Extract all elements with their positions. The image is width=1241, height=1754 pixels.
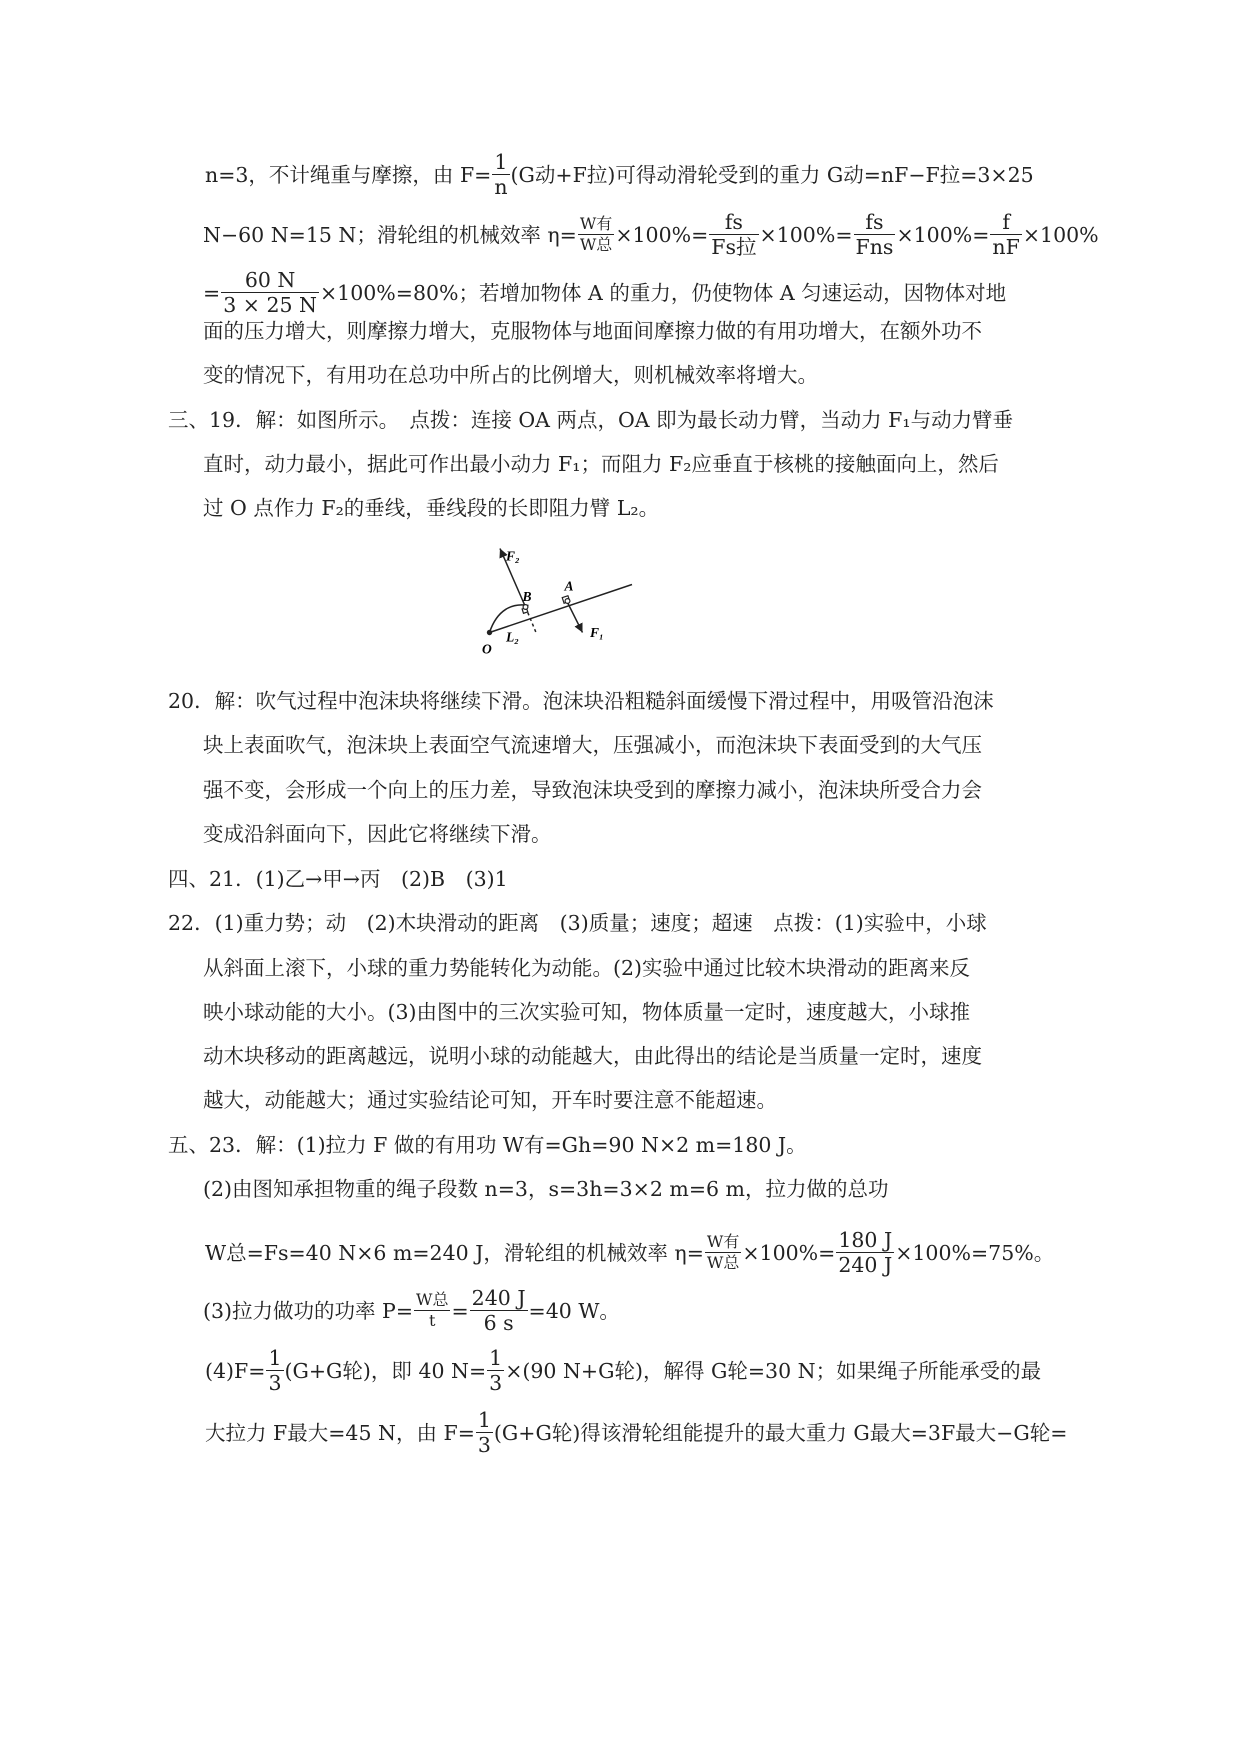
fraction bbox=[221, 268, 319, 317]
label-f1: F₁ bbox=[590, 625, 604, 640]
label-f2: F₂ bbox=[506, 548, 520, 564]
fraction-numerator: 180 J bbox=[838, 1228, 893, 1252]
q23-line-3 bbox=[205, 1230, 1054, 1279]
text: ×100%= bbox=[759, 223, 853, 247]
fraction-denominator: t bbox=[429, 1311, 436, 1330]
q20-line-3: 强不变，会形成一个向上的压力差，导致泡沫块受到的摩擦力减小，泡沫块所受合力会 bbox=[203, 778, 982, 802]
text: (G动+F拉)可得动滑轮受到的重力 G动=nF−F拉=3×25 bbox=[510, 163, 1034, 187]
fraction-denominator: 3 bbox=[489, 1371, 503, 1395]
fraction-numerator: W总 bbox=[416, 1290, 449, 1309]
fraction-denominator: W总 bbox=[706, 1253, 740, 1272]
fraction-denominator: W总 bbox=[579, 235, 613, 254]
lever-line bbox=[490, 585, 633, 633]
fraction bbox=[266, 1346, 283, 1395]
q23-line-2: (2)由图知承担物重的绳子段数 n=3，s=3h=3×2 m=6 m，拉力做的总功 bbox=[203, 1177, 889, 1201]
text: =40 W。 bbox=[528, 1299, 620, 1323]
text: (3)拉力做功的功率 P= bbox=[203, 1299, 414, 1323]
fraction bbox=[990, 210, 1021, 259]
text: ×100% bbox=[1022, 223, 1099, 247]
label-b: B bbox=[522, 589, 532, 604]
p18-line-5: 变的情况下，有用功在总功中所占的比例增大，则机械效率将增大。 bbox=[203, 363, 818, 387]
fraction bbox=[578, 214, 614, 255]
q19-line-3: 过 O 点作力 F₂的垂线，垂线段的长即阻力臂 L₂。 bbox=[203, 496, 660, 520]
q20-line-1: 20．解：吹气过程中泡沫块将继续下滑。泡沫块沿粗糙斜面缓慢下滑过程中，用吸管沿泡沫 bbox=[168, 689, 994, 713]
fraction-numerator: 1 bbox=[268, 1346, 282, 1370]
fraction-numerator: W有 bbox=[579, 214, 613, 233]
text: = bbox=[451, 1299, 469, 1323]
q22-line-3: 映小球动能的大小。(3)由图中的三次实验可知，物体质量一定时，速度越大，小球推 bbox=[203, 1000, 971, 1024]
fraction-numerator: f bbox=[990, 210, 1021, 235]
text: ×100%=75%。 bbox=[895, 1241, 1055, 1265]
label-a: A bbox=[564, 578, 574, 594]
fraction bbox=[854, 210, 896, 259]
fraction bbox=[470, 1286, 528, 1335]
label-o: O bbox=[482, 641, 492, 657]
fraction-denominator: n bbox=[494, 175, 508, 199]
fraction-denominator: 3 bbox=[268, 1371, 282, 1395]
q22-line-2: 从斜面上滚下，小球的重力势能转化为动能。(2)实验中通过比较木块滑动的距离来反 bbox=[203, 956, 971, 980]
text: 大拉力 F最大=45 N，由 F= bbox=[205, 1421, 475, 1445]
text: N−60 N=15 N；滑轮组的机械效率 η= bbox=[203, 223, 577, 247]
q23-line-4 bbox=[203, 1288, 620, 1337]
fraction-denominator: 3 × 25 N bbox=[223, 293, 317, 317]
fraction-numerator: 240 J bbox=[471, 1286, 526, 1310]
text: (4)F= bbox=[205, 1359, 266, 1383]
fraction-numerator: 1 bbox=[489, 1346, 503, 1370]
q23-line-6 bbox=[205, 1410, 1067, 1459]
fraction-denominator: nF bbox=[992, 235, 1020, 259]
lever-diagram bbox=[470, 540, 650, 665]
q22-line-5: 越大，动能越大；通过实验结论可知，开车时要注意不能超速。 bbox=[203, 1088, 777, 1112]
q20-line-2: 块上表面吹气，泡沫块上表面空气流速增大，压强减小，而泡沫块下表面受到的大气压 bbox=[203, 733, 982, 757]
point-a bbox=[565, 599, 570, 604]
fraction-numerator: 60 N bbox=[221, 268, 319, 293]
fraction-denominator: 6 s bbox=[483, 1311, 514, 1335]
q23-line-1: 五、23．解：(1)拉力 F 做的有用功 W有=Gh=90 N×2 m=180 J。 bbox=[168, 1133, 807, 1157]
fraction-numerator: fs bbox=[709, 210, 758, 235]
fraction bbox=[709, 210, 758, 259]
text: (G+G轮)得该滑轮组能提升的最大重力 G最大=3F最大−G轮= bbox=[493, 1421, 1068, 1445]
point-b bbox=[523, 605, 528, 610]
fraction bbox=[487, 1346, 504, 1395]
text: ×100%= bbox=[742, 1241, 836, 1265]
q23-line-5 bbox=[205, 1348, 1041, 1397]
p18-line-1 bbox=[205, 152, 1034, 201]
text: ×100%= bbox=[896, 223, 990, 247]
p18-line-4: 面的压力增大，则摩擦力增大，克服物体与地面间摩擦力做的有用功增大，在额外功不 bbox=[203, 319, 982, 343]
q22-line-1: 22．(1)重力势；动 (2)木块滑动的距离 (3)质量；速度；超速 点拨：(1)实验中，小球 bbox=[168, 911, 987, 935]
point-o bbox=[487, 630, 492, 635]
fraction-numerator: W有 bbox=[706, 1232, 740, 1251]
text: ×(90 N+G轮)，解得 G轮=30 N；如果绳子所能承受的最 bbox=[505, 1359, 1042, 1383]
fraction bbox=[705, 1232, 741, 1273]
text: W总=Fs=40 N×6 m=240 J，滑轮组的机械效率 η= bbox=[205, 1241, 704, 1265]
text: (G+G轮)，即 40 N= bbox=[284, 1359, 487, 1383]
fraction-numerator: 1 bbox=[477, 1408, 491, 1432]
force-f1-arrow bbox=[568, 603, 583, 633]
p18-line-3 bbox=[203, 270, 1006, 319]
fraction-denominator: Fns bbox=[855, 235, 894, 259]
text: ×100%=80%；若增加物体 A 的重力，仍使物体 A 匀速运动，因物体对地 bbox=[319, 281, 1007, 305]
q19-line-1: 三、19．解：如图所示。 点拨：连接 OA 两点，OA 即为最长动力臂，当动力 F₁与动力臂垂 bbox=[168, 408, 1014, 432]
q20-line-4: 变成沿斜面向下，因此它将继续下滑。 bbox=[203, 822, 552, 846]
text: = bbox=[203, 281, 221, 305]
q19-line-2: 直时，动力最小，据此可作出最小动力 F₁；而阻力 F₂应垂直于核桃的接触面向上，然后 bbox=[203, 452, 999, 476]
text: ×100%= bbox=[615, 223, 709, 247]
label-l2: L₂ bbox=[506, 629, 519, 645]
q21-line-1: 四、21．(1)乙→甲→丙 (2)B (3)1 bbox=[168, 867, 508, 891]
text: n=3，不计绳重与摩擦，由 F= bbox=[205, 163, 492, 187]
q22-line-4: 动木块移动的距离越远，说明小球的动能越大，由此得出的结论是当质量一定时，速度 bbox=[203, 1044, 982, 1068]
fraction bbox=[414, 1290, 450, 1331]
fraction bbox=[836, 1228, 894, 1277]
fraction-numerator: 1 bbox=[492, 150, 509, 175]
fraction-denominator: Fs拉 bbox=[711, 235, 757, 259]
p18-line-2 bbox=[203, 212, 1099, 261]
fraction-denominator: 240 J bbox=[838, 1253, 893, 1277]
fraction bbox=[492, 150, 509, 199]
fraction-denominator: 3 bbox=[477, 1433, 491, 1457]
fraction-numerator: fs bbox=[854, 210, 896, 235]
fraction bbox=[476, 1408, 493, 1457]
